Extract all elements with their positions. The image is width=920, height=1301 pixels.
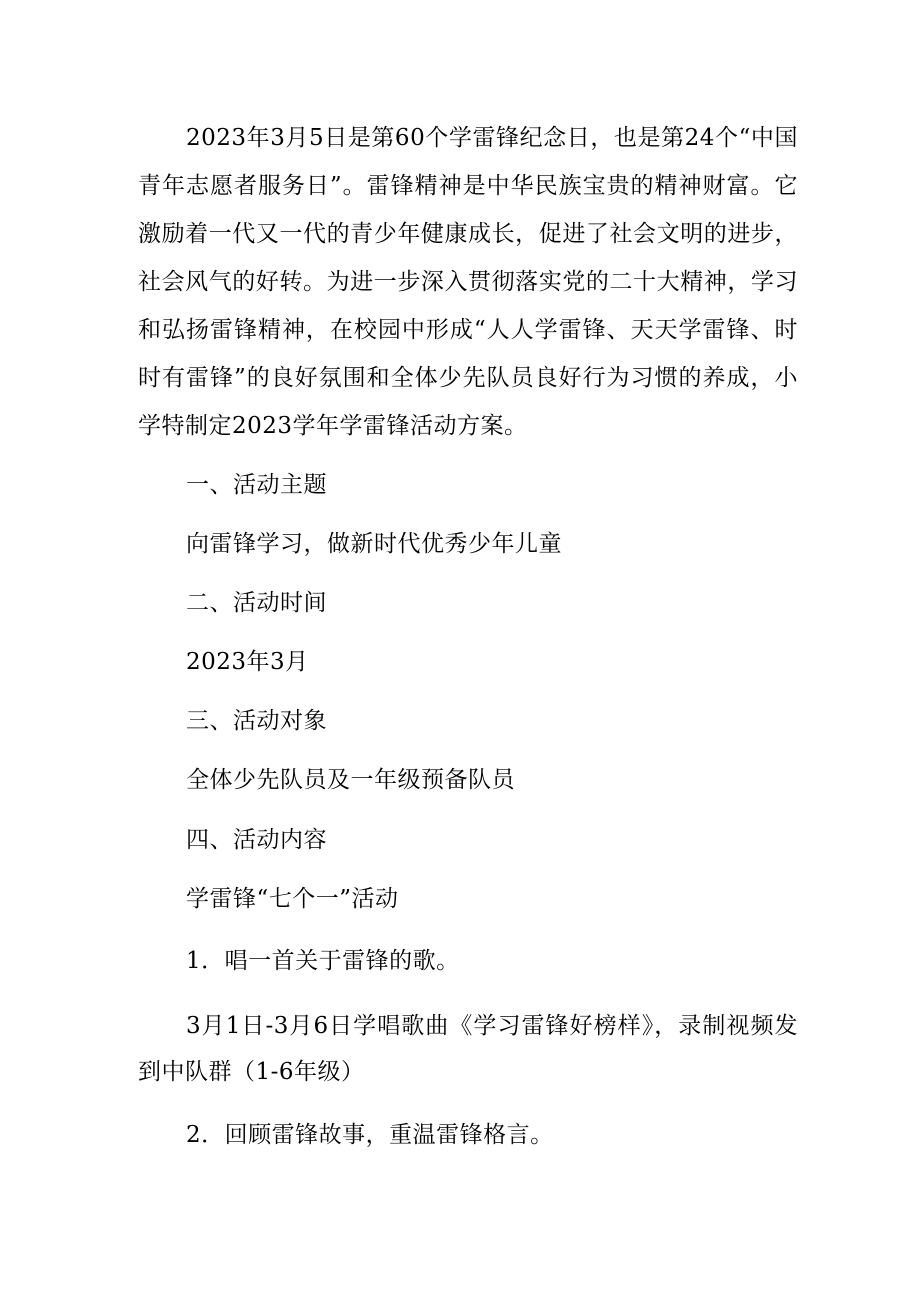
section-1-heading: 一、活动主题 [186, 472, 327, 498]
item-2-title: 2．回顾雷锋故事，重温雷锋格言。 [186, 1122, 554, 1148]
section-1-content: 向雷锋学习，做新时代优秀少年儿童 [186, 531, 562, 557]
intro-paragraph: 2023年3月5日是第60个学雷锋纪念日，也是第24个“中国青年志愿者服务日”。雷锋精神是中华民族宝贵的精神财富。它激励着一代又一代的青少年健康成长，促进了社会文明的进步，社会风气的好转。为进一步深入贯彻落实党的二十大精神，学习和弘扬雷锋精神，在校园中形成“人人学雷锋、天天学雷锋、时时有雷锋”的良好氛围和全体少先队员良好行为习惯的养成，小学特制定2023学年学雷锋活动方案。 [138, 125, 798, 439]
section-3-heading: 三、活动对象 [186, 708, 327, 734]
section-3-content: 全体少先队员及一年级预备队员 [186, 767, 515, 793]
item-1-title: 1．唱一首关于雷锋的歌。 [186, 948, 460, 974]
item-1-detail: 3月1日-3月6日学唱歌曲《学习雷锋好榜样》，录制视频发到中队群（1-6年级） [138, 1013, 798, 1085]
section-2-heading: 二、活动时间 [186, 590, 327, 616]
section-4-subheading: 学雷锋“七个一”活动 [186, 886, 399, 912]
section-4-heading: 四、活动内容 [186, 827, 327, 853]
section-2-content: 2023年3月 [186, 649, 309, 675]
